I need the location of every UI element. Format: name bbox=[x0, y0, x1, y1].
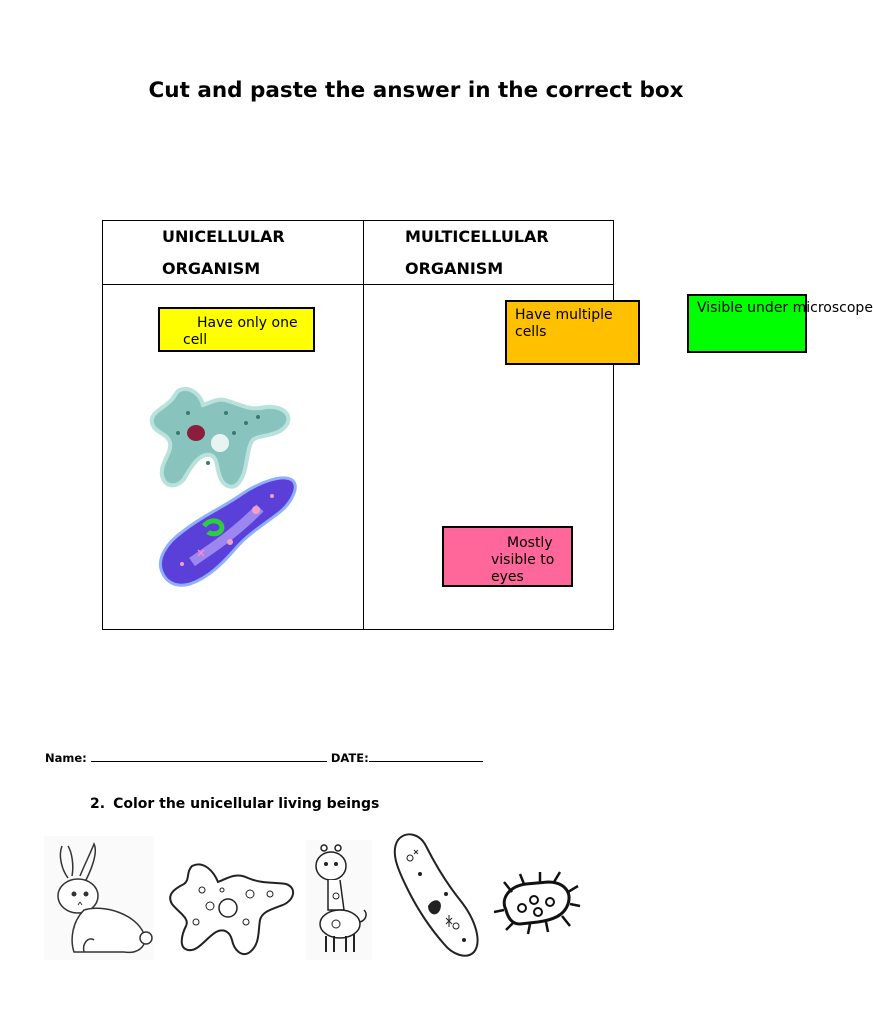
unicellular-header bbox=[162, 221, 285, 285]
rabbit-icon[interactable] bbox=[44, 836, 154, 960]
question-number: 2. bbox=[90, 796, 106, 812]
multicellular-header bbox=[405, 221, 549, 285]
bacterium-icon[interactable] bbox=[492, 870, 580, 936]
multicellular-header-line1: MULTICELLULAR bbox=[405, 227, 549, 246]
amoeba-outline-icon[interactable] bbox=[166, 860, 298, 958]
date-label: DATE: bbox=[330, 751, 369, 765]
column-divider bbox=[363, 221, 364, 629]
card-mostly-visible-to-eyes[interactable]: Mostly visible to eyes bbox=[442, 526, 573, 587]
paramecium-outline-icon[interactable] bbox=[386, 830, 484, 960]
unicellular-header-line2: ORGANISM bbox=[162, 259, 261, 278]
paramecium-icon bbox=[152, 472, 300, 590]
card-have-only-one-cell[interactable]: Have only one cell bbox=[158, 307, 315, 352]
card-have-multiple-cells[interactable]: Have multiple cells bbox=[505, 300, 640, 365]
giraffe-icon[interactable] bbox=[306, 840, 372, 960]
name-date-line bbox=[45, 751, 483, 765]
question-text: Color the unicellular living beings bbox=[113, 796, 380, 812]
multicellular-header-line2: ORGANISM bbox=[405, 259, 504, 278]
name-blank[interactable] bbox=[91, 753, 327, 762]
page-title: Cut and paste the answer in the correct box bbox=[148, 78, 684, 103]
question-2 bbox=[90, 796, 387, 812]
date-blank[interactable] bbox=[369, 753, 483, 762]
name-label: Name: bbox=[45, 751, 87, 765]
card-visible-under-microscope[interactable]: Visible under microscope bbox=[687, 294, 807, 353]
unicellular-header-line1: UNICELLULAR bbox=[162, 227, 285, 246]
